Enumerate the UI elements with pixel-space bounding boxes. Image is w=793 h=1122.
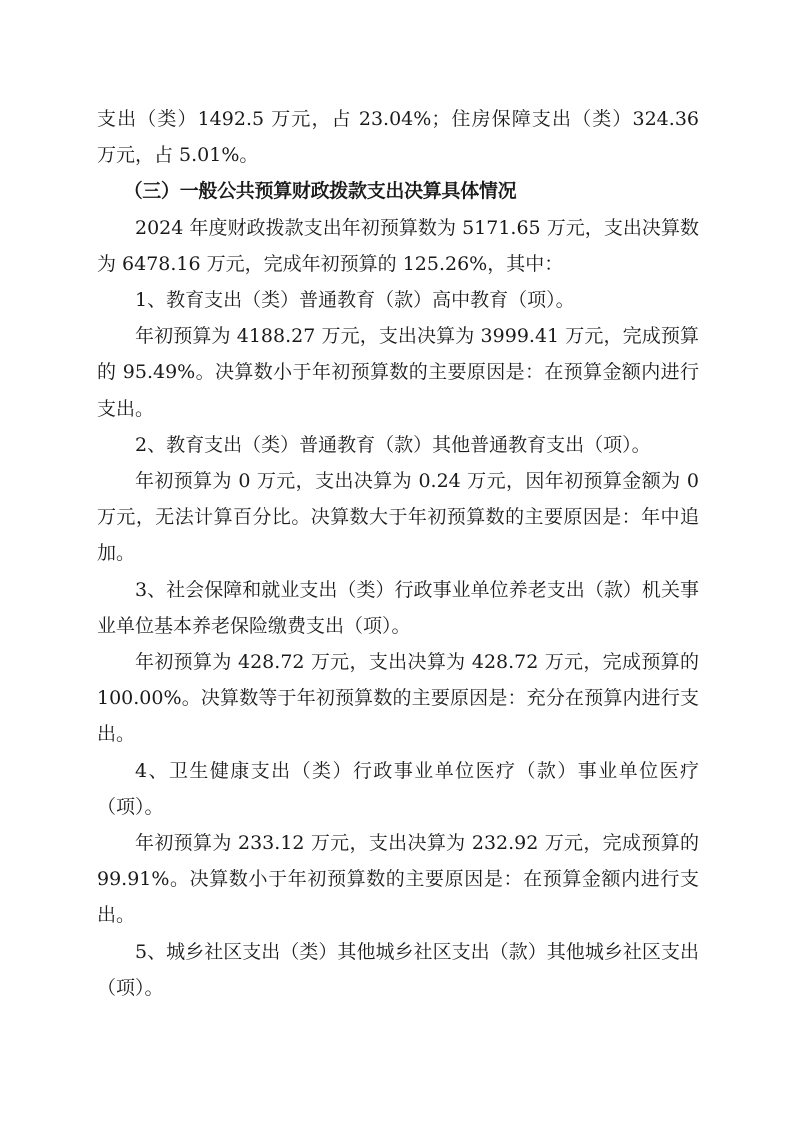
- item-4-detail: 年初预算为 233.12 万元，支出决算为 232.92 万元，完成预算的 99.91%。决算数小于年初预算数的主要原因是：在预算金额内进行支出。: [97, 832, 699, 927]
- item-1-title: 1、教育支出（类）普通教育（款）高中教育（项）。: [135, 289, 575, 312]
- item-1-detail: 年初预算为 4188.27 万元，支出决算为 3999.41 万元，完成预算的 95.49%。决算数小于年初预算数的主要原因是：在预算金额内进行支出。: [97, 325, 699, 420]
- item-3-title: 3、社会保障和就业支出（类）行政事业单位养老支出（款）机关事业单位基本养老保险缴费支出（项）。: [97, 578, 699, 637]
- paragraph-summary: 2024 年度财政拨款支出年初预算数为 5171.65 万元，支出决算数为 6478.16 万元，完成年初预算的 125.26%，其中：: [97, 216, 699, 275]
- section-heading: （三）一般公共预算财政拨款支出决算具体情况: [123, 180, 517, 203]
- document-page: [97, 101, 699, 1006]
- item-3-detail: 年初预算为 428.72 万元，支出决算为 428.72 万元，完成预算的 100.00%。决算数等于年初预算数的主要原因是：充分在预算内进行支出。: [97, 651, 699, 746]
- item-5-title: 5、城乡社区支出（类）其他城乡社区支出（款）其他城乡社区支出（项）。: [97, 940, 699, 999]
- paragraph-continuation: 支出（类）1492.5 万元，占 23.04%；住房保障支出（类）324.36 万元，占 5.01%。: [97, 108, 699, 167]
- item-2-title: 2、教育支出（类）普通教育（款）其他普通教育支出（项）。: [135, 433, 651, 456]
- item-4-title: 4、卫生健康支出（类）行政事业单位医疗（款）事业单位医疗（项）。: [97, 759, 699, 818]
- item-2-detail: 年初预算为 0 万元，支出决算为 0.24 万元，因年初预算金额为 0 万元，无法计算百分比。决算数大于年初预算数的主要原因是：年中追加。: [97, 470, 699, 565]
